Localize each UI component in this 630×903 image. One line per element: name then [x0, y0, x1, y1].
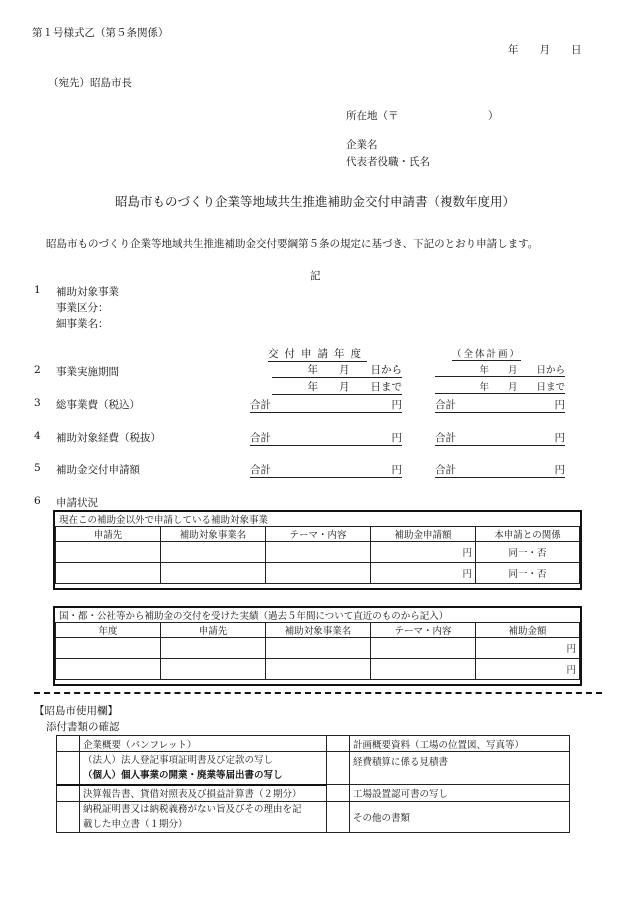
table1-caption: 現在この補助金以外で申請している補助対象事業 [59, 515, 269, 526]
kofu-period-from: 年 月 日から [272, 362, 402, 378]
zentai-period-to: 年 月 日まで [435, 379, 565, 394]
table2-header: 補助金額 [476, 623, 580, 638]
section1-title: 補助対象事業 [56, 286, 119, 298]
table1-cell[interactable] [56, 542, 161, 563]
table1 [55, 526, 580, 584]
kofu-year-header: 交付申請年度 [268, 348, 367, 360]
table1-header: 申請先 [56, 527, 161, 542]
cut-line [34, 692, 602, 694]
section6-title: 申請状況 [56, 497, 98, 509]
check-box[interactable] [327, 736, 350, 752]
attachments-heading: 添付書類の確認 [46, 721, 120, 733]
document-title: 昭島市ものづくり企業等地域共生推進補助金交付申請書（複数年度用） [114, 194, 515, 209]
company-label: 企業名 [346, 139, 378, 151]
table1-header: 本申請との関係 [476, 527, 580, 542]
table2-cell[interactable] [161, 638, 266, 659]
attachment-item: 工場設置認可書の写し [350, 785, 570, 802]
attachment-item: 経費積算に係る見積書 [350, 752, 570, 785]
check-box[interactable] [327, 801, 350, 832]
attachment-corporate: （法人）法人登記事項証明書及び定款の写し [83, 754, 274, 766]
table2-cell[interactable] [371, 638, 476, 659]
table2-header: 申請先 [161, 623, 266, 638]
table2-cell[interactable] [56, 638, 161, 659]
table2-cell[interactable] [371, 659, 476, 680]
table1-yen[interactable]: 円 [371, 542, 476, 563]
representative-label: 代表者役職・氏名 [346, 156, 430, 168]
row4-label: 補助対象経費（税抜） [56, 432, 161, 444]
table1-header: 補助金申請額 [371, 527, 476, 542]
attachment-item: 計画概要資料（工場の位置図、写真等） [350, 736, 570, 752]
row4-num: 4 [34, 430, 41, 442]
table2-caption: 国・都・公社等から補助金の交付を受けた実績（過去５年間について直近のものから記入） [59, 611, 449, 622]
row4-kofu-total: 合計 円 [250, 432, 402, 444]
check-box[interactable] [57, 736, 80, 752]
table1-cell[interactable] [266, 542, 371, 563]
table1-cell[interactable] [56, 563, 161, 584]
row3-zentai-total: 合計 円 [435, 399, 565, 411]
attachment-item [80, 801, 327, 832]
table2-header: テーマ・内容 [371, 623, 476, 638]
kofu-period-to: 年 月 日まで [272, 379, 402, 395]
business-category-label: 事業区分： [56, 302, 109, 314]
table2 [55, 622, 580, 680]
addressee: （宛先）昭島市長 [48, 77, 132, 89]
attachment-item: その他の書類 [350, 801, 570, 832]
form-number: 第１号様式乙（第５条関係） [32, 27, 169, 39]
check-box[interactable] [327, 785, 350, 802]
attachment-individual: （個人）個人事業の開業・廃業等届出書の写し [83, 769, 283, 781]
address-label: 所在地（〒 [346, 110, 399, 122]
section6-num: 6 [34, 495, 41, 507]
table2-cell[interactable] [266, 659, 371, 680]
row5-num: 5 [34, 462, 41, 474]
table2-cell[interactable] [56, 659, 161, 680]
date-line: 年 月 日 [508, 44, 582, 56]
check-box[interactable] [57, 801, 80, 832]
attachment-item: 企業概要（パンフレット） [80, 736, 327, 752]
attachment-tax-line1: 納税証明書又は納税義務がない旨及びその理由を記 [83, 803, 302, 815]
table-row [56, 563, 580, 584]
table1-cell[interactable] [266, 563, 371, 584]
table2-cell[interactable] [266, 638, 371, 659]
table1-relation[interactable]: 同一・否 [476, 563, 580, 584]
zentai-period-from: 年 月 日から [435, 362, 565, 377]
address-close: ） [488, 110, 499, 122]
table2-cell[interactable] [161, 659, 266, 680]
zentai-header: （全体計画） [452, 346, 521, 361]
city-use-heading: 【昭島市使用欄】 [34, 705, 118, 717]
attachment-item: 決算報告書、貸借対照表及び損益計算書（２期分） [80, 785, 327, 802]
attachments-table [56, 735, 570, 833]
row3-kofu-total: 合計 円 [250, 399, 402, 411]
period-num: 2 [34, 364, 41, 376]
attachment-tax-line2: 載した申立書（１期分） [83, 818, 188, 830]
table2-yen[interactable]: 円 [476, 659, 580, 680]
table2-header: 年度 [56, 623, 161, 638]
table1-header: テーマ・内容 [266, 527, 371, 542]
period-label: 事業実施期間 [56, 366, 119, 378]
table1-header: 補助対象事業名 [161, 527, 266, 542]
section1-num: 1 [34, 284, 41, 296]
row4-zentai-total: 合計 円 [435, 432, 565, 444]
business-name-label: 細事業名： [56, 318, 109, 330]
table1-relation[interactable]: 同一・否 [476, 542, 580, 563]
row5-label: 補助金交付申請額 [56, 464, 140, 476]
table2-yen[interactable]: 円 [476, 638, 580, 659]
intro-text: 昭島市ものづくり企業等地域共生推進補助金交付要綱第５条の規定に基づき、下記のとおり申請します。 [46, 238, 539, 250]
table2-header: 補助対象事業名 [266, 623, 371, 638]
check-box[interactable] [57, 785, 80, 802]
table1-cell[interactable] [161, 542, 266, 563]
attachment-item [80, 752, 327, 785]
row5-zentai-total: 合計 円 [435, 464, 565, 476]
table-row [56, 542, 580, 563]
table1-cell[interactable] [161, 563, 266, 584]
table-row [56, 638, 580, 659]
check-box[interactable] [57, 752, 80, 785]
table1-yen[interactable]: 円 [371, 563, 476, 584]
ki-mark: 記 [310, 270, 321, 282]
table-row [56, 659, 580, 680]
row5-kofu-total: 合計 円 [250, 464, 402, 476]
check-box[interactable] [327, 752, 350, 785]
row3-num: 3 [34, 397, 41, 409]
row3-label: 総事業費（税込） [56, 399, 140, 411]
